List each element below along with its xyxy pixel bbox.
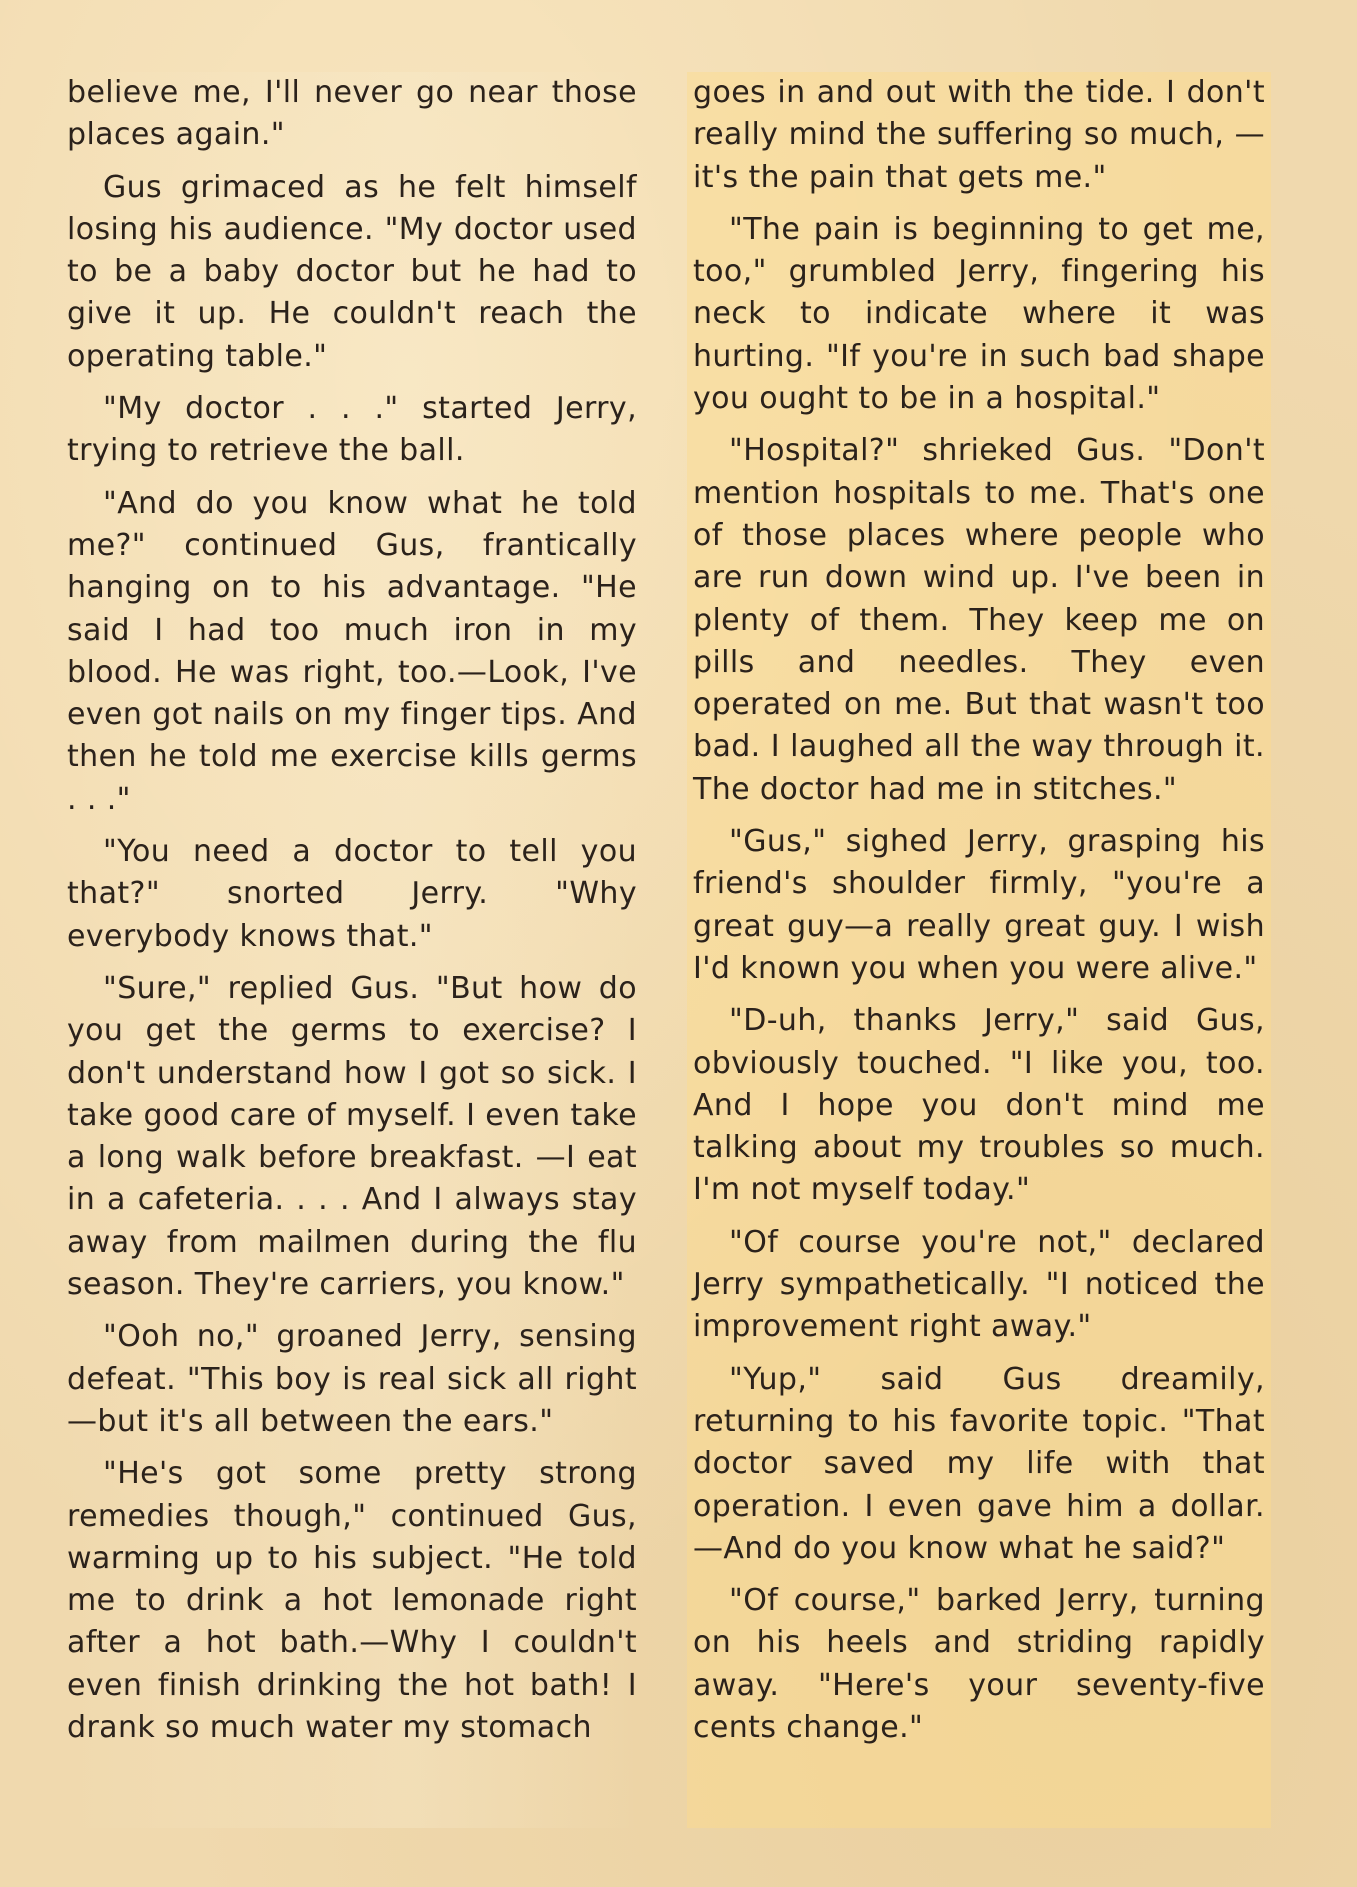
paragraph: "Hospital?" shrieked Gus. "Don't mention hospitals to me. That's one of those places where people who are run down wind up. I've been in plenty of them. They keep me on pills and needles. They even operated on me. But that wasn't too bad. I laughed all the way through it. The doctor had me in stitches." <box>693 433 1265 807</box>
left-text-column <box>67 72 637 1828</box>
paragraph: "My doctor . . ." started Jerry, trying to retrieve the ball. <box>67 391 637 469</box>
paragraph: "Sure," replied Gus. "But how do you get the germs to exercise? I don't understand how I got so sick. I take good care of myself. I even take a long walk before breakfast. —I eat in a cafeteria. . . . And I always stay away from mailmen during the flu season. They're carriers, you know." <box>67 970 637 1303</box>
paragraph: "Of course," barked Jerry, turning on his heels and striding rapidly away. "Here's your seventy-five cents change." <box>693 1583 1265 1745</box>
paragraph: "Gus," sighed Jerry, grasping his friend's shoulder firmly, "you're a great guy—a really great guy. I wish I'd known you when you were alive." <box>693 824 1265 986</box>
paragraph: goes in and out with the tide. I don't really mind the suffering so much, —it's the pain that gets me." <box>693 75 1265 195</box>
paragraph: "You need a doctor to tell you that?" snorted Jerry. "Why everybody knows that." <box>67 834 637 954</box>
paragraph: Gus grimaced as he felt himself losing his audience. "My doctor used to be a baby doctor but he had to give it up. He couldn't reach the operating table." <box>67 169 637 374</box>
paragraph: "Of course you're not," declared Jerry sympathetically. "I noticed the improvement right away." <box>693 1224 1265 1345</box>
paragraph: "The pain is beginning to get me, too," grumbled Jerry, fingering his neck to indicate where it was hurting. "If you're in such bad shape you ought to be in a hospital." <box>693 211 1265 417</box>
paragraph: "Yup," said Gus dreamily, returning to his favorite topic. "That doctor saved my life with that operation. I even gave him a dollar.—And do you know what he said?" <box>693 1361 1265 1566</box>
paragraph: "And do you know what he told me?" continued Gus, frantically hanging on to his advantage. "He said I had too much iron in my blood. He was right, too.—Look, I've even got nails on my finger tips. And then he told me exercise kills germs . . ." <box>67 485 637 817</box>
paragraph: "He's got some pretty strong remedies though," continued Gus, warming up to his subject. "He told me to drink a hot lemonade right after a hot bath.—Why I couldn't even finish drinking the hot bath! I drank so much water my stomach <box>67 1456 637 1745</box>
paragraph: believe me, I'll never go near those places again." <box>67 75 637 153</box>
paragraph: "Ooh no," groaned Jerry, sensing defeat. "This boy is real sick all right—but it's all between the ears." <box>67 1319 637 1439</box>
right-text-column <box>687 72 1271 1828</box>
paragraph: "D-uh, thanks Jerry," said Gus, obviously touched. "I like you, too. And I hope you don't mind me talking about my troubles so much. I'm not myself today." <box>693 1003 1265 1208</box>
